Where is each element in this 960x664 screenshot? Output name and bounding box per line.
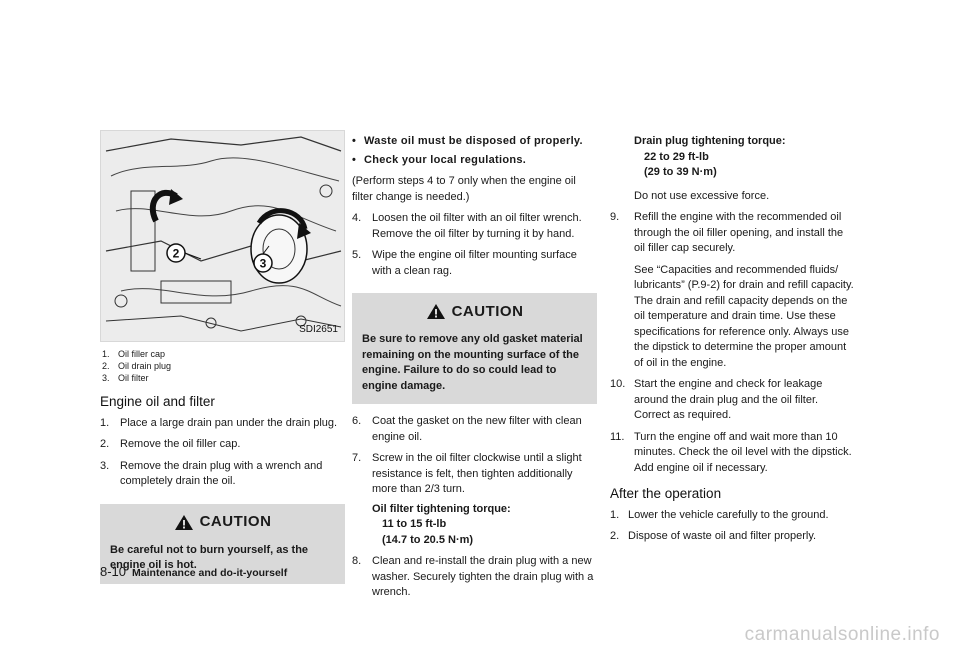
caution-title: CAUTION xyxy=(199,513,272,531)
watermark: carmanualsonline.info xyxy=(744,624,940,645)
engine-illustration xyxy=(101,131,345,342)
caution-header xyxy=(362,303,587,320)
torque-spec: Drain plug tightening torque: 22 to 29 ft-lb (29 to 39 N·m) xyxy=(634,135,786,178)
note-text: Do not use excessive force. xyxy=(634,189,770,202)
figure-id: SDI2651 xyxy=(299,323,338,335)
step-subtext: See “Capacities and recommended fluids/ lubricants” (P.9-2) for drain and refill capacity. The drain and refill capacity depends on the oil temperature and drain time. Use these specifications for reference only. Always use the dipstick to determine the proper amount of oil in the engine. xyxy=(634,263,854,369)
section-heading: Engine oil and filter xyxy=(100,394,215,409)
callout-2: 2 xyxy=(172,246,180,261)
step-item: 10. Start the engine and check for leakage around the drain plug and the oil filter. Correct as required. xyxy=(610,378,823,421)
step-item: 6. Coat the gasket on the new filter with clean engine oil. xyxy=(352,415,582,443)
step-item: 3. Remove the drain plug with a wrench and completely drain the oil. xyxy=(100,459,323,487)
step-item: 2. Remove the oil filler cap. xyxy=(100,438,241,450)
step-text: Screw in the oil filter clockwise until a slight resistance is felt, then tighten additionally more than 2/3 turn. xyxy=(372,452,582,495)
caution-header xyxy=(110,514,335,531)
steps-list xyxy=(352,414,597,601)
steps-list xyxy=(100,416,345,490)
right-column xyxy=(610,134,856,551)
step-item: 8. Clean and re-install the drain plug with a new washer. Securely tighten the drain plug with a wrench. xyxy=(352,555,594,598)
page-footer xyxy=(100,564,287,579)
legend-item: 1. Oil filler cap xyxy=(102,349,166,359)
step-item: 2. Dispose of waste oil and filter properly. xyxy=(610,530,817,542)
page-number: 8-10 xyxy=(100,564,127,579)
legend-item: 3. Oil filter xyxy=(102,373,149,383)
footer-section-title: Maintenance and do-it-yourself xyxy=(132,567,288,579)
legend-item: 2. Oil drain plug xyxy=(102,361,172,371)
step-item: 9. Refill the engine with the recommended oil through the oil filler opening, and install the oil filler cap securely. See “Capacities and recommended fluids/ lubricants” (P.9-2) for drain and refill capacity. The drain and refill capacity depends on the oil temperature and drain time. Use these specifications for reference only. Always use the dipstick to determine the proper amount of oil in the engine. xyxy=(610,210,856,371)
engine-figure xyxy=(100,130,345,342)
bullet-item: • Waste oil must be disposed of properly. xyxy=(352,135,583,147)
caution-text: Be sure to remove any old gasket material remaining on the mounting surface of the engine. Failure to do so could lead to engine damage. xyxy=(362,333,583,392)
figure-legend xyxy=(100,348,345,384)
steps-list xyxy=(352,211,597,279)
caution-title: CAUTION xyxy=(451,302,524,320)
step-item: 5. Wipe the engine oil filter mounting surface with a clean rag. xyxy=(352,249,577,277)
section-heading: After the operation xyxy=(610,486,722,501)
warning-icon xyxy=(426,303,446,320)
step-item: 11. Turn the engine off and wait more than 10 minutes. Check the oil level with the dipstick. Add engine oil if necessary. xyxy=(610,430,852,474)
left-column xyxy=(100,130,345,594)
torque-spec: Oil filter tightening torque: 11 to 15 ft-lb (14.7 to 20.5 N·m) xyxy=(372,502,511,546)
callout-3: 3 xyxy=(259,256,267,271)
warning-icon xyxy=(174,514,194,531)
step-item: 4. Loosen the oil filter with an oil filter wrench. Remove the oil filter by turning it by hand. xyxy=(352,212,582,240)
step-item: 1. Lower the vehicle carefully to the ground. xyxy=(610,508,829,521)
caution-text: Be careful not to burn yourself, as the engine oil is hot. xyxy=(110,543,309,571)
caution-box xyxy=(352,293,597,404)
middle-column xyxy=(352,134,597,607)
note-text: (Perform steps 4 to 7 only when the engine oil filter change is needed.) xyxy=(352,175,576,203)
step-item: 1. Place a large drain pan under the drain plug. xyxy=(100,416,338,429)
step-item: 7. Screw in the oil filter clockwise until a slight resistance is felt, then tighten additionally more than 2/3 turn. Oil filter tightening torque: 11 to 15 ft-lb (14.7 to 20.5 N·m) xyxy=(352,451,597,548)
steps-list xyxy=(610,210,856,476)
bullet-item: • Check your local regulations. xyxy=(352,153,527,166)
steps-list xyxy=(610,508,856,545)
